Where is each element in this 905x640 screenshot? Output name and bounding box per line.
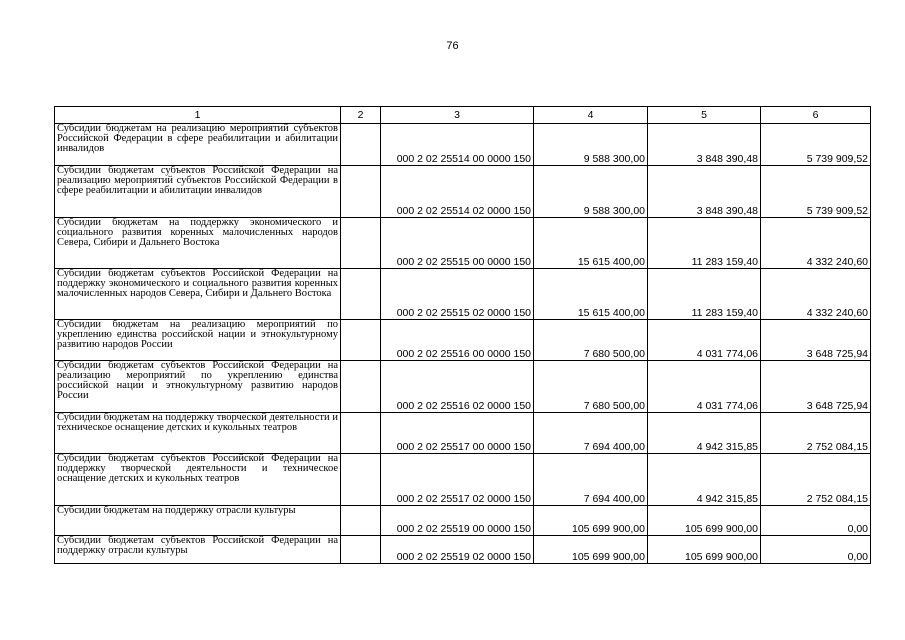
row-description: Субсидии бюджетам на поддержку экономического и социального развития коренных малочисленных народов Севера, Сибири и Дальнего Востока (55, 218, 341, 269)
row-col2 (341, 454, 381, 506)
column-header-3: 3 (381, 107, 534, 124)
row-code: 000 2 02 25516 00 0000 150 (381, 320, 534, 361)
row-col2 (341, 166, 381, 218)
row-col6: 2 752 084,15 (761, 454, 871, 506)
header-row (55, 107, 871, 124)
row-col5: 4 031 774,06 (648, 361, 761, 413)
column-header-5: 5 (648, 107, 761, 124)
row-col4: 105 699 900,00 (534, 536, 648, 564)
row-col6: 4 332 240,60 (761, 218, 871, 269)
table-row (55, 269, 871, 320)
row-description: Субсидии бюджетам на поддержку отрасли культуры (55, 506, 341, 536)
row-code: 000 2 02 25517 00 0000 150 (381, 413, 534, 454)
row-col2 (341, 361, 381, 413)
row-col5: 3 848 390,48 (648, 124, 761, 166)
row-col6: 2 752 084,15 (761, 413, 871, 454)
row-col5: 105 699 900,00 (648, 536, 761, 564)
row-col5: 4 942 315,85 (648, 413, 761, 454)
row-col2 (341, 413, 381, 454)
table-row (55, 124, 871, 166)
column-header-1: 1 (55, 107, 341, 124)
table-row (55, 536, 871, 564)
row-col4: 105 699 900,00 (534, 506, 648, 536)
row-col5: 3 848 390,48 (648, 166, 761, 218)
row-code: 000 2 02 25514 02 0000 150 (381, 166, 534, 218)
row-col2 (341, 218, 381, 269)
row-col4: 15 615 400,00 (534, 269, 648, 320)
column-header-4: 4 (534, 107, 648, 124)
row-code: 000 2 02 25514 00 0000 150 (381, 124, 534, 166)
column-header-6: 6 (761, 107, 871, 124)
row-code: 000 2 02 25515 02 0000 150 (381, 269, 534, 320)
row-code: 000 2 02 25519 00 0000 150 (381, 506, 534, 536)
budget-table (54, 106, 871, 564)
row-code: 000 2 02 25519 02 0000 150 (381, 536, 534, 564)
row-description: Субсидии бюджетам субъектов Российской Федерации на поддержку отрасли культуры (55, 536, 341, 564)
row-col4: 9 588 300,00 (534, 166, 648, 218)
row-col6: 0,00 (761, 506, 871, 536)
row-col6: 3 648 725,94 (761, 320, 871, 361)
row-col4: 9 588 300,00 (534, 124, 648, 166)
row-col6: 3 648 725,94 (761, 361, 871, 413)
row-col5: 4 942 315,85 (648, 454, 761, 506)
row-col4: 15 615 400,00 (534, 218, 648, 269)
table-row (55, 413, 871, 454)
row-col4: 7 680 500,00 (534, 361, 648, 413)
row-col2 (341, 320, 381, 361)
table-row (55, 166, 871, 218)
row-description: Субсидии бюджетам субъектов Российской Федерации на реализацию мероприятий по укреплению единства российской нации и этнокультурному развитию народов России (55, 361, 341, 413)
row-col4: 7 680 500,00 (534, 320, 648, 361)
row-col6: 4 332 240,60 (761, 269, 871, 320)
page-number: 76 (446, 40, 459, 52)
row-description: Субсидии бюджетам на реализацию мероприятий субъектов Российской Федерации в сфере реабилитации и абилитации инвалидов (55, 124, 341, 166)
row-col6: 0,00 (761, 536, 871, 564)
row-col4: 7 694 400,00 (534, 413, 648, 454)
row-description: Субсидии бюджетам на реализацию мероприятий по укреплению единства российской нации и этнокультурному развитию народов России (55, 320, 341, 361)
column-header-2: 2 (341, 107, 381, 124)
row-col6: 5 739 909,52 (761, 166, 871, 218)
row-col2 (341, 124, 381, 166)
row-description: Субсидии бюджетам субъектов Российской Федерации на реализацию мероприятий субъектов Российской Федерации в сфере реабилитации и абилитации инвалидов (55, 166, 341, 218)
row-code: 000 2 02 25516 02 0000 150 (381, 361, 534, 413)
table-row (55, 506, 871, 536)
table-row (55, 320, 871, 361)
row-col5: 105 699 900,00 (648, 506, 761, 536)
row-description: Субсидии бюджетам на поддержку творческой деятельности и техническое оснащение детских и кукольных театров (55, 413, 341, 454)
row-code: 000 2 02 25517 02 0000 150 (381, 454, 534, 506)
row-col5: 11 283 159,40 (648, 269, 761, 320)
row-col2 (341, 536, 381, 564)
row-description: Субсидии бюджетам субъектов Российской Федерации на поддержку творческой деятельности и техническое оснащение детских и кукольных театров (55, 454, 341, 506)
row-col6: 5 739 909,52 (761, 124, 871, 166)
row-col4: 7 694 400,00 (534, 454, 648, 506)
row-col2 (341, 506, 381, 536)
row-col2 (341, 269, 381, 320)
row-col5: 11 283 159,40 (648, 218, 761, 269)
table-row (55, 454, 871, 506)
row-code: 000 2 02 25515 00 0000 150 (381, 218, 534, 269)
row-description: Субсидии бюджетам субъектов Российской Федерации на поддержку экономического и социального развития коренных малочисленных народов Севера, Сибири и Дальнего Востока (55, 269, 341, 320)
table-row (55, 361, 871, 413)
row-col5: 4 031 774,06 (648, 320, 761, 361)
table-row (55, 218, 871, 269)
